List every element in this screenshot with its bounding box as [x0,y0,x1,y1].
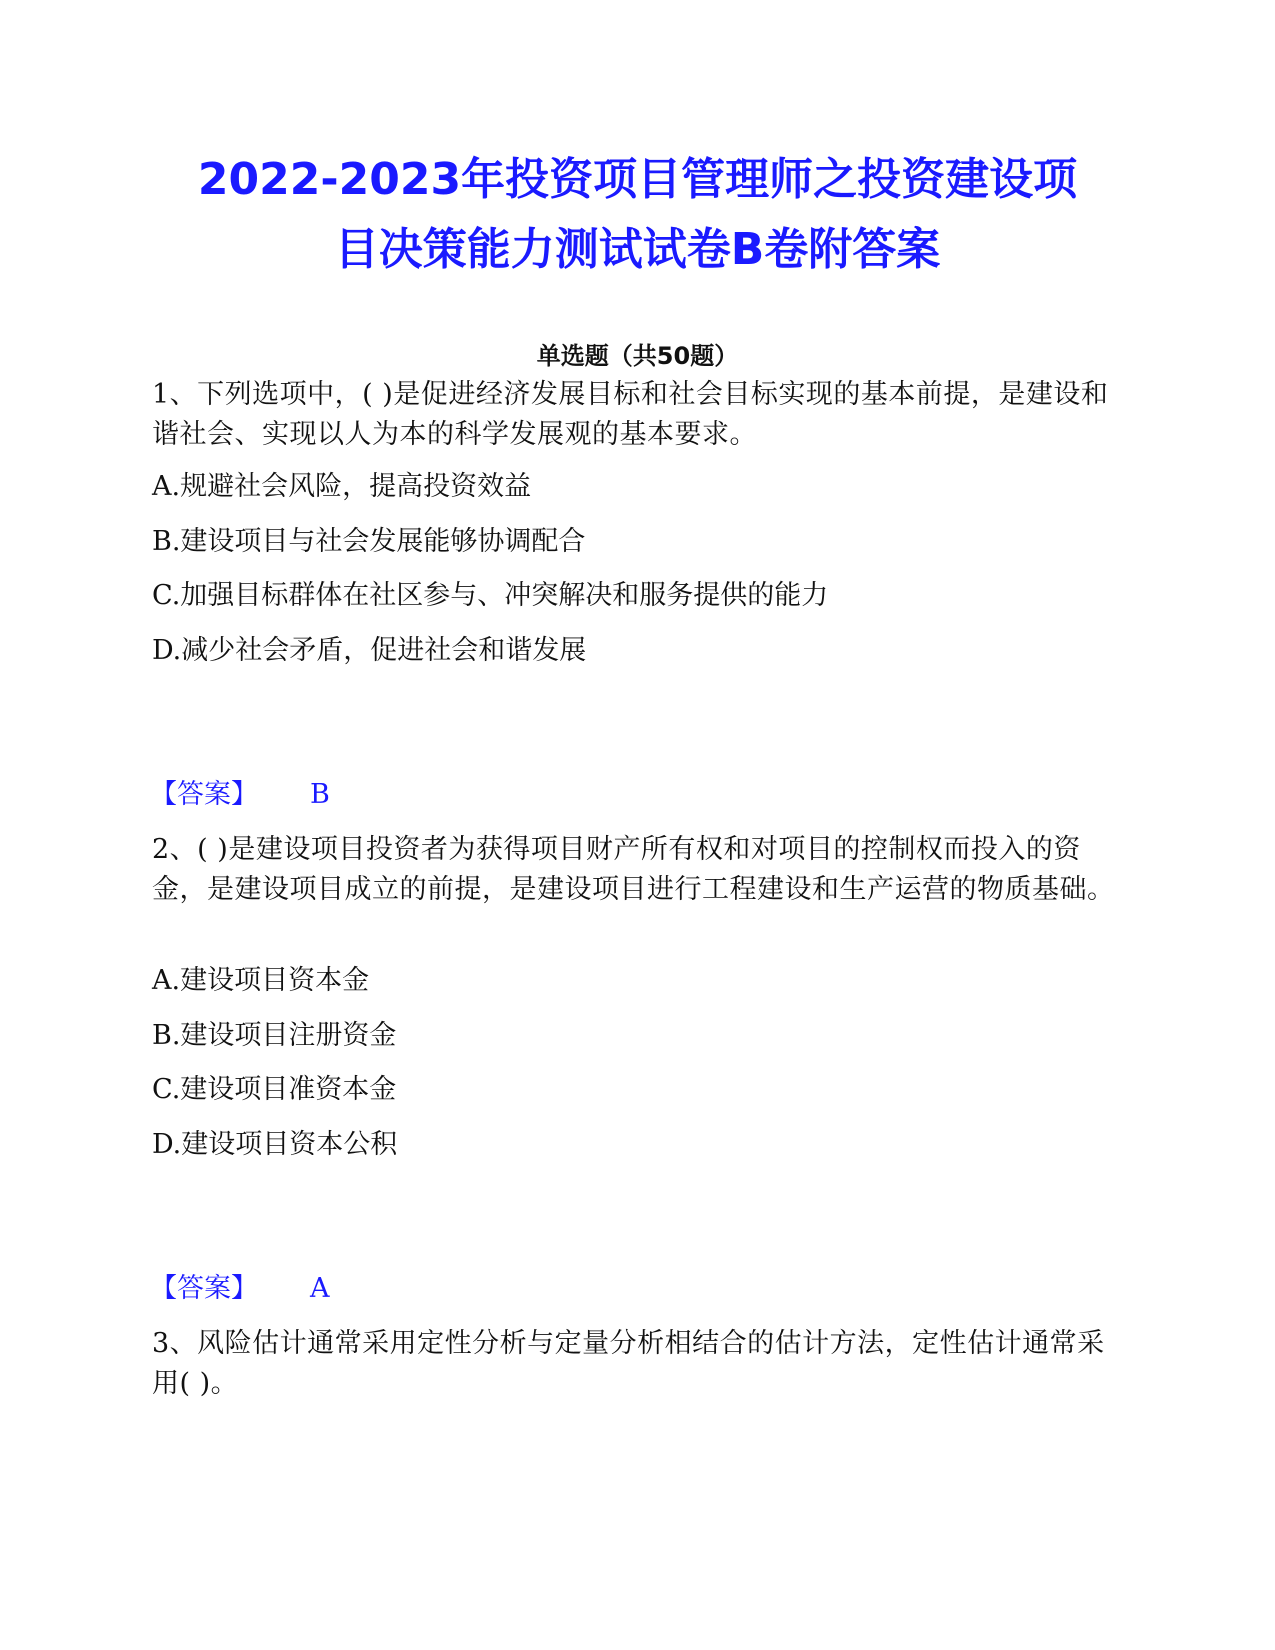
answer-value: A [310,1273,330,1304]
section-heading: 单选题（共50题） [536,342,739,370]
question-2-text: 2、( )是建设项目投资者为获得项目财产所有权和对项目的控制权而投入的资金，是建设项目成立的前提，是建设项目进行工程建设和生产运营的物质基础。 [152,834,1115,905]
question-1-option-c: C.加强目标群体在社区参与、冲突解决和服务提供的能力 [152,580,829,611]
answer-label: 【答案】 [150,779,258,810]
question-1-option-a: A.规避社会风险，提高投资效益 [152,471,532,502]
question-1-text: 1、下列选项中，( )是促进经济发展目标和社会目标实现的基本前提，是建设和谐社会、实现以人为本的科学发展观的基本要求。 [152,379,1109,450]
answer-label: 【答案】 [150,1273,258,1304]
question-1-option-d: D.减少社会矛盾，促进社会和谐发展 [152,635,587,666]
question-1-answer [150,775,330,815]
answer-value: B [310,779,330,810]
question-2-option-b: B.建设项目注册资金 [152,1020,397,1051]
question-2-option-c: C.建设项目准资本金 [152,1074,397,1105]
title-line-2: 目决策能力测试试卷B卷附答案 [334,224,941,275]
question-3-text: 3、风险估计通常采用定性分析与定量分析相结合的估计方法，定性估计通常采用( )。 [152,1328,1105,1399]
title-line-1: 2022-2023年投资项目管理师之投资建设项 [197,154,1078,205]
question-2-answer [150,1269,330,1309]
question-2-option-d: D.建设项目资本公积 [152,1129,398,1160]
question-2-option-a: A.建设项目资本金 [152,965,370,996]
question-1-option-b: B.建设项目与社会发展能够协调配合 [152,526,586,557]
document-title [120,145,1155,285]
